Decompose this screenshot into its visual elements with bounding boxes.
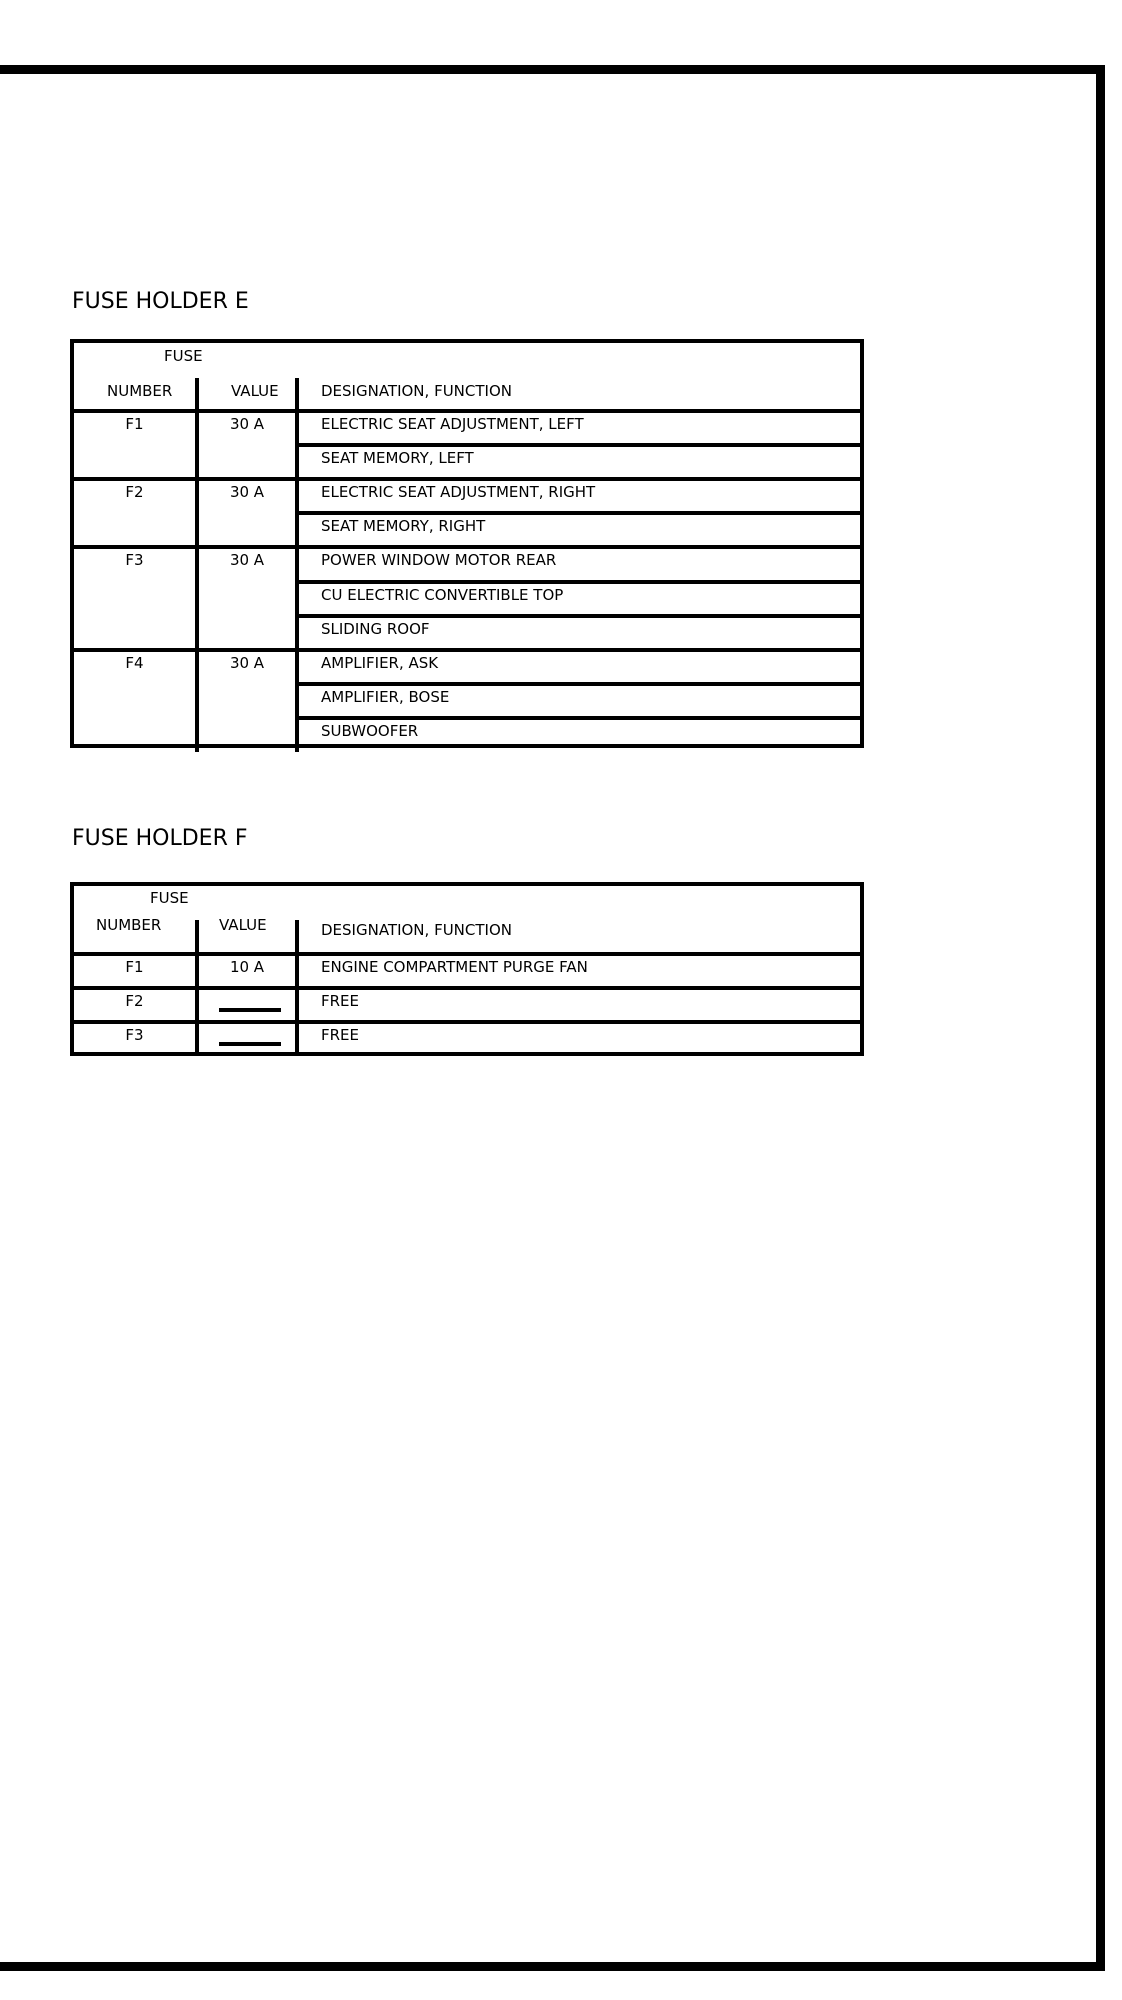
function-text: SEAT MEMORY, RIGHT — [321, 517, 486, 535]
page-frame-right — [1096, 65, 1105, 1971]
function-text: FREE — [321, 992, 360, 1010]
header-value: VALUE — [231, 382, 279, 400]
fuse-number: F3 — [125, 551, 144, 569]
header-number: NUMBER — [96, 916, 162, 934]
header-value: VALUE — [219, 916, 267, 934]
fuse-value: 30 A — [229, 415, 265, 433]
column-divider — [195, 1024, 199, 1056]
fuse-number: F2 — [125, 992, 144, 1010]
header-designation: DESIGNATION, FUNCTION — [321, 921, 512, 939]
function-cell — [299, 443, 860, 477]
header-designation: DESIGNATION, FUNCTION — [321, 382, 512, 400]
column-divider — [195, 956, 199, 986]
column-divider — [195, 481, 199, 545]
page-frame-bottom — [0, 1962, 1105, 1971]
table-row — [74, 1020, 860, 1056]
function-cell — [299, 1024, 860, 1054]
header-divider — [195, 378, 199, 409]
fuse-value: 30 A — [229, 551, 265, 569]
header-divider — [295, 920, 299, 952]
fuse-holder-e-table — [70, 339, 864, 748]
empty-value-dash — [219, 1008, 281, 1012]
function-cell — [299, 990, 860, 1020]
function-text: SEAT MEMORY, LEFT — [321, 449, 474, 467]
fuse-holder-f-title: FUSE HOLDER F — [72, 826, 248, 851]
function-text: FREE — [321, 1026, 360, 1044]
header-divider — [295, 378, 299, 409]
function-cell — [299, 549, 860, 580]
function-cell — [299, 511, 860, 545]
function-text: ELECTRIC SEAT ADJUSTMENT, RIGHT — [321, 483, 596, 501]
header-number: NUMBER — [107, 382, 173, 400]
column-divider — [195, 990, 199, 1020]
function-text: POWER WINDOW MOTOR REAR — [321, 551, 557, 569]
function-text: CU ELECTRIC CONVERTIBLE TOP — [321, 586, 564, 604]
fuse-number: F2 — [125, 483, 144, 501]
function-cell — [299, 682, 860, 716]
function-cell — [299, 716, 860, 750]
column-divider — [195, 652, 199, 752]
function-cell — [299, 652, 860, 682]
table-row — [74, 952, 860, 986]
function-cell — [299, 956, 860, 986]
fuse-value: 30 A — [229, 654, 265, 672]
function-text: ENGINE COMPARTMENT PURGE FAN — [321, 958, 588, 976]
function-cell — [299, 413, 860, 443]
function-text: ELECTRIC SEAT ADJUSTMENT, LEFT — [321, 415, 584, 433]
function-text: AMPLIFIER, BOSE — [321, 688, 450, 706]
fuse-holder-f-table — [70, 882, 864, 1056]
function-cell — [299, 580, 860, 614]
table-row — [74, 986, 860, 1020]
fuse-number: F3 — [125, 1026, 144, 1044]
fuse-number: F4 — [125, 654, 144, 672]
function-cell — [299, 614, 860, 648]
page-frame-top — [0, 65, 1105, 74]
header-fuse: FUSE — [150, 889, 189, 907]
fuse-number: F1 — [125, 415, 144, 433]
table-row — [74, 545, 860, 648]
fuse-number: F1 — [125, 958, 144, 976]
function-text: SLIDING ROOF — [321, 620, 430, 638]
table-row — [74, 409, 860, 477]
empty-value-dash — [219, 1042, 281, 1046]
function-text: AMPLIFIER, ASK — [321, 654, 439, 672]
fuse-value: 10 A — [229, 958, 265, 976]
function-text: SUBWOOFER — [321, 722, 419, 740]
column-divider — [195, 549, 199, 648]
table-row — [74, 648, 860, 752]
fuse-value: 30 A — [229, 483, 265, 501]
header-fuse: FUSE — [164, 347, 203, 365]
column-divider — [195, 413, 199, 477]
function-cell — [299, 481, 860, 511]
table-row — [74, 477, 860, 545]
fuse-holder-e-title: FUSE HOLDER E — [72, 289, 249, 314]
header-divider — [195, 920, 199, 952]
